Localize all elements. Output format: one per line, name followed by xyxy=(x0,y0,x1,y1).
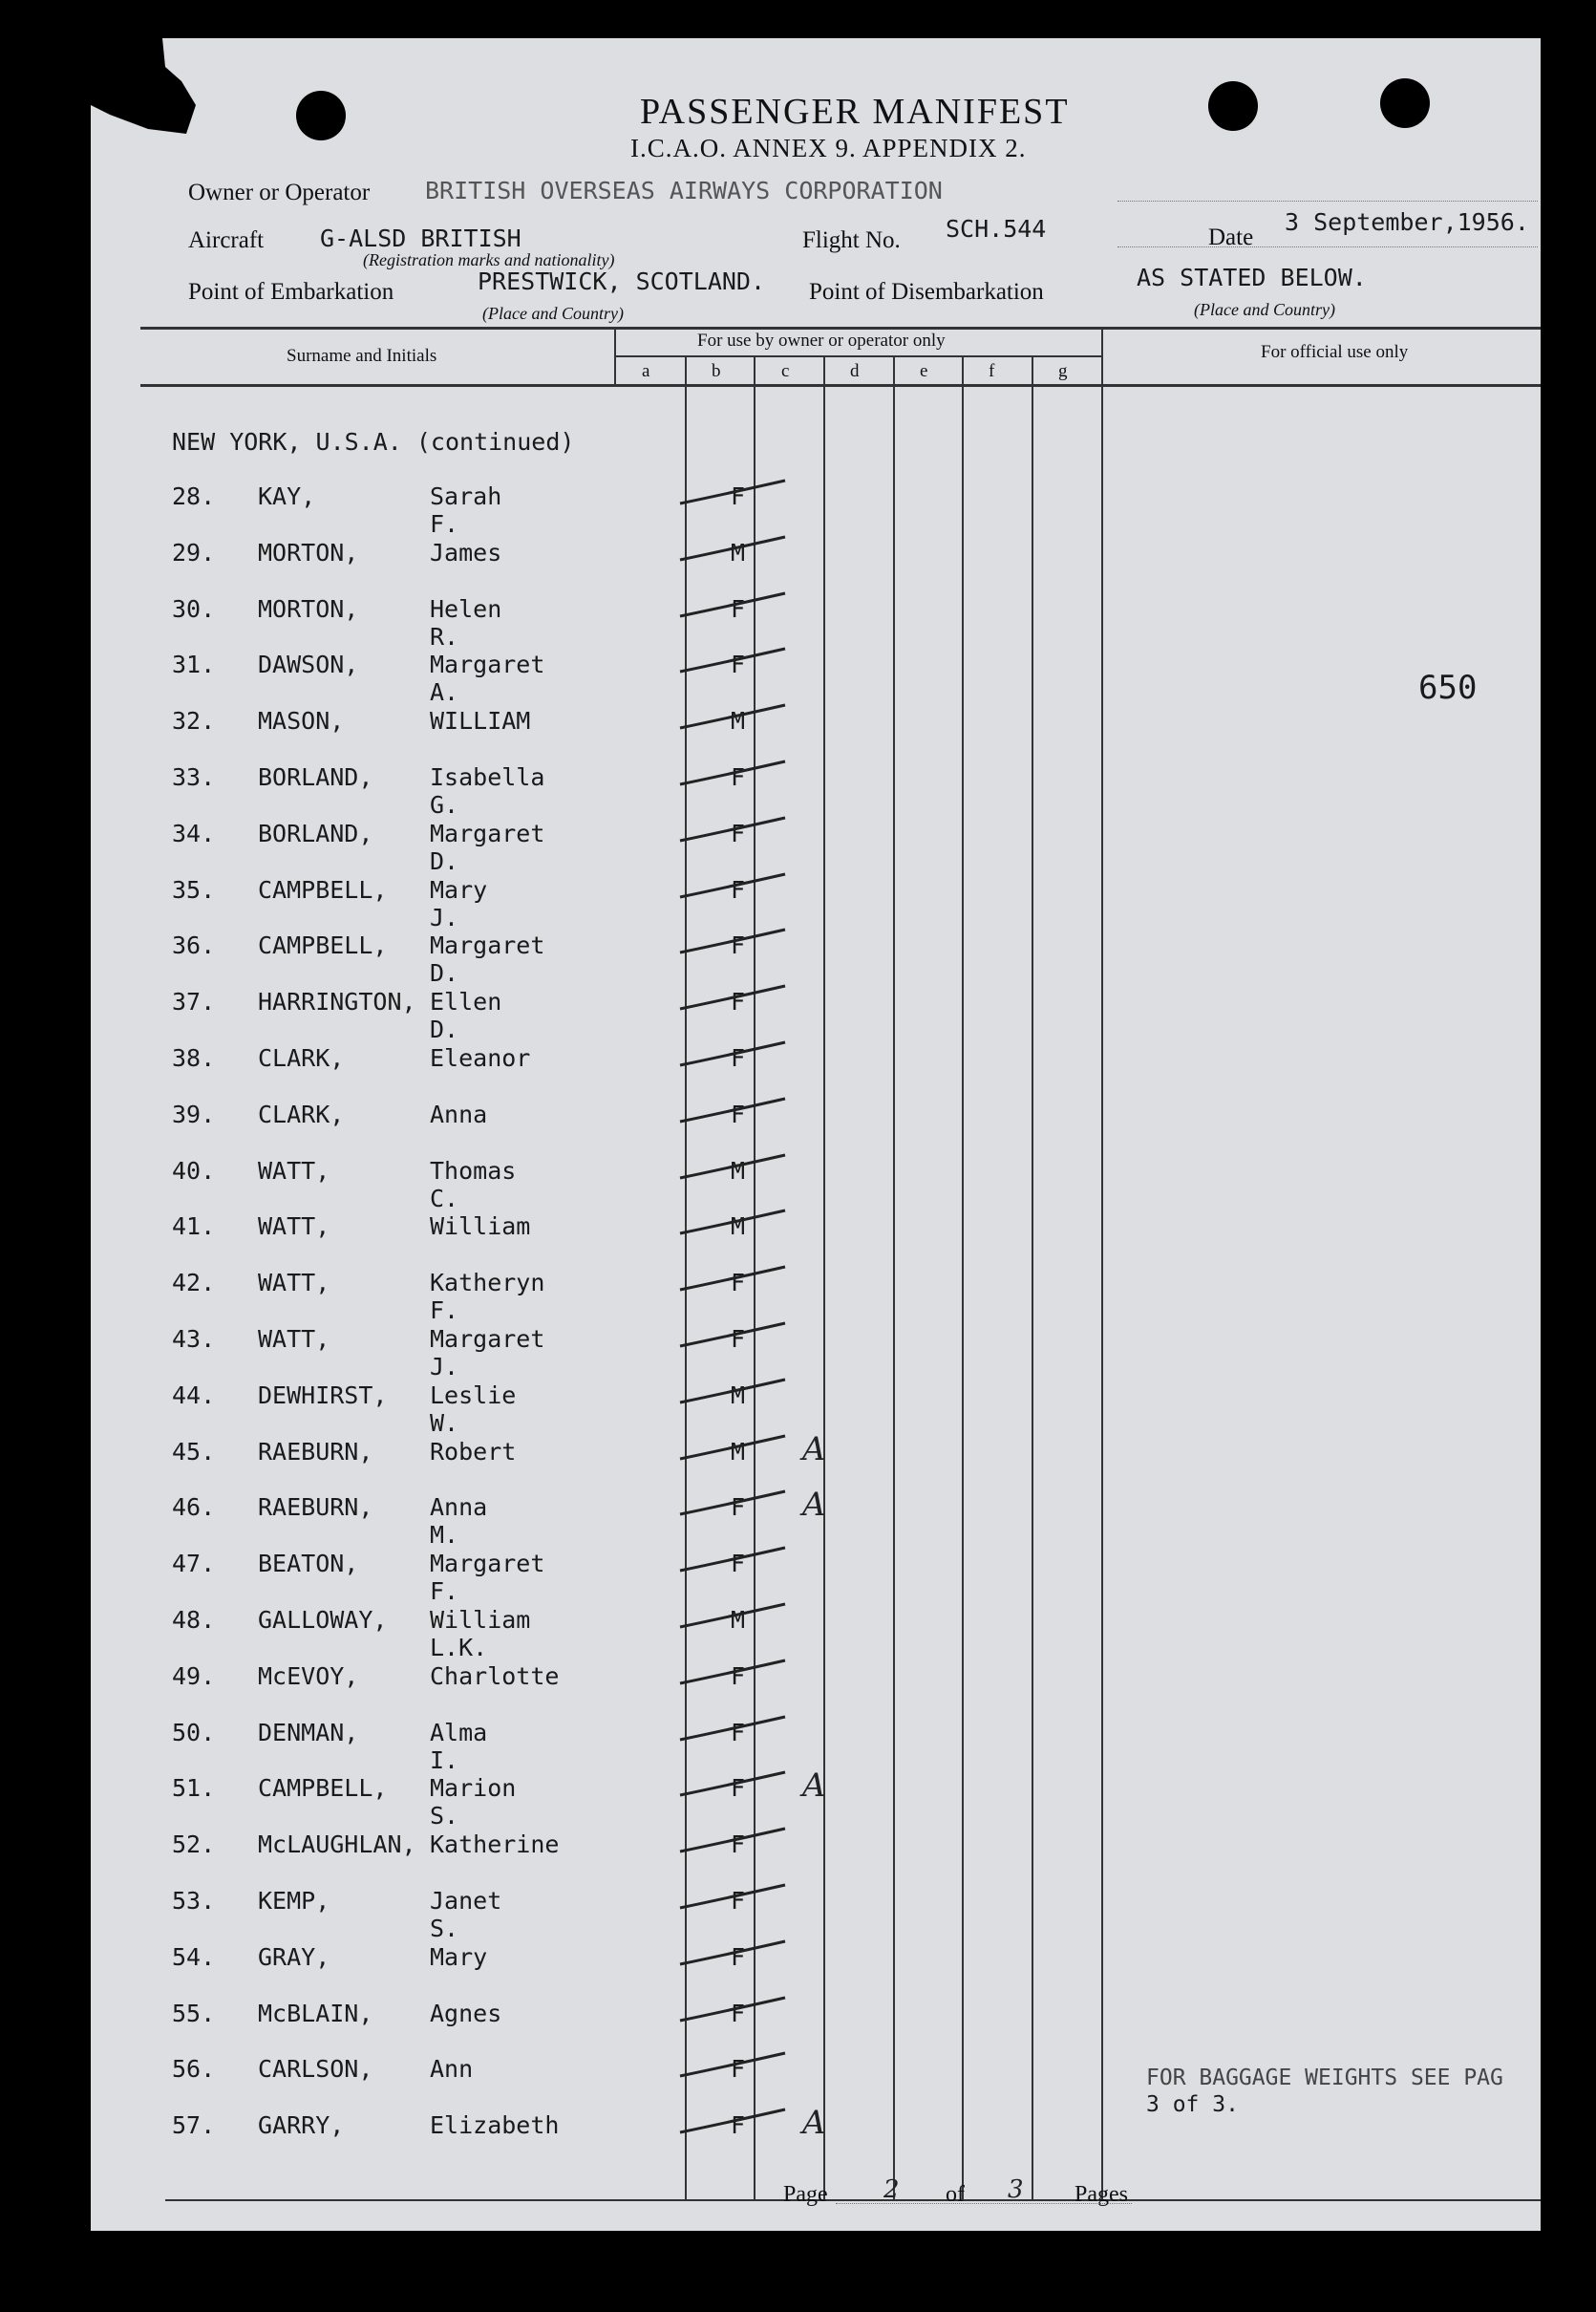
row-handwritten-mark: A xyxy=(802,2104,826,2142)
manifest-page xyxy=(91,38,1541,2231)
punch-hole-right xyxy=(1380,78,1430,128)
row-sex: M xyxy=(731,1438,746,1466)
disembark-label: Point of Disembarkation xyxy=(809,279,1044,305)
row-surname: GALLOWAY, xyxy=(258,1606,388,1634)
footer-pages-label: Pages xyxy=(1075,2182,1128,2207)
footer-dots xyxy=(836,2203,1132,2204)
row-given-names: Margaret A. xyxy=(430,651,545,706)
disembark-value: AS STATED BELOW. xyxy=(1137,264,1367,291)
row-sex: F xyxy=(731,482,746,510)
subcol-a: a xyxy=(642,361,650,381)
check-stroke xyxy=(678,1259,793,1297)
subcol-c: c xyxy=(781,361,790,381)
baggage-note-line1: FOR BAGGAGE WEIGHTS SEE PAG xyxy=(1146,2066,1503,2090)
row-surname: RAEBURN, xyxy=(258,1438,373,1466)
row-surname: CLARK, xyxy=(258,1044,345,1072)
owner-dots xyxy=(1117,201,1538,202)
row-sex: M xyxy=(731,1606,746,1634)
row-sex: M xyxy=(731,1381,746,1409)
disembark-note: (Place and Country) xyxy=(1194,300,1335,319)
row-sex: F xyxy=(731,1044,746,1072)
check-stroke xyxy=(678,586,793,624)
check-stroke xyxy=(678,1653,793,1691)
embark-value: PRESTWICK, SCOTLAND. xyxy=(478,268,766,295)
row-surname: KEMP, xyxy=(258,1887,330,1915)
row-given-names: Margaret D. xyxy=(430,820,545,875)
embark-note: (Place and Country) xyxy=(482,304,624,323)
row-number: 57. xyxy=(172,2111,216,2139)
col-line-owner-start xyxy=(614,328,616,385)
check-stroke xyxy=(678,1203,793,1241)
row-number: 44. xyxy=(172,1381,216,1409)
footer-of-label: of xyxy=(946,2182,965,2207)
row-surname: CAMPBELL, xyxy=(258,931,388,959)
col-surname-header: Surname and Initials xyxy=(287,346,437,366)
flight-label: Flight No. xyxy=(802,227,901,253)
row-sex: F xyxy=(731,1774,746,1802)
row-given-names: William xyxy=(430,1212,531,1240)
row-surname: KAY, xyxy=(258,482,316,510)
check-stroke xyxy=(678,1035,793,1073)
row-surname: McLAUGHLAN, xyxy=(258,1830,416,1858)
row-sex: F xyxy=(731,988,746,1016)
subcol-f: f xyxy=(989,361,995,381)
row-number: 37. xyxy=(172,988,216,1016)
footer-rule xyxy=(165,2199,1541,2201)
page-title: PASSENGER MANIFEST xyxy=(640,92,1070,132)
row-given-names: William L.K. xyxy=(430,1606,531,1661)
row-sex: F xyxy=(731,1101,746,1128)
row-sex: F xyxy=(731,763,746,791)
row-sex: F xyxy=(731,931,746,959)
embark-label: Point of Embarkation xyxy=(188,279,394,305)
row-sex: F xyxy=(731,1830,746,1858)
row-sex: M xyxy=(731,707,746,735)
row-given-names: Alma I. xyxy=(430,1719,488,1774)
row-given-names: James xyxy=(430,539,502,567)
row-given-names: Katheryn F. xyxy=(430,1269,545,1324)
row-given-names: Margaret D. xyxy=(430,931,545,987)
row-given-names: Leslie W. xyxy=(430,1381,517,1437)
subcol-rule xyxy=(616,355,1103,357)
check-stroke xyxy=(678,1091,793,1129)
subcol-d: d xyxy=(850,361,860,381)
row-number: 51. xyxy=(172,1774,216,1802)
row-given-names: Elizabeth xyxy=(430,2111,560,2139)
row-handwritten-mark: A xyxy=(802,1766,826,1805)
check-stroke xyxy=(678,922,793,960)
row-given-names: Katherine xyxy=(430,1830,560,1858)
row-given-names: Thomas C. xyxy=(430,1157,517,1212)
subcol-b: b xyxy=(712,361,721,381)
row-surname: MASON, xyxy=(258,707,345,735)
check-stroke xyxy=(678,529,793,567)
row-sex: F xyxy=(731,820,746,847)
aircraft-note: (Registration marks and nationality) xyxy=(363,250,615,269)
row-surname: McEVOY, xyxy=(258,1662,359,1690)
row-surname: MORTON, xyxy=(258,539,359,567)
row-number: 47. xyxy=(172,1550,216,1577)
row-given-names: Robert xyxy=(430,1438,517,1466)
row-surname: WATT, xyxy=(258,1212,330,1240)
row-given-names: Ann xyxy=(430,2055,474,2083)
row-surname: CAMPBELL, xyxy=(258,876,388,904)
subcol-e: e xyxy=(920,361,928,381)
row-number: 31. xyxy=(172,651,216,678)
row-number: 53. xyxy=(172,1887,216,1915)
row-number: 48. xyxy=(172,1606,216,1634)
row-number: 36. xyxy=(172,931,216,959)
owner-value: BRITISH OVERSEAS AIRWAYS CORPORATION xyxy=(425,177,943,204)
row-given-names: Sarah F. xyxy=(430,482,502,538)
row-given-names: Agnes xyxy=(430,2000,502,2027)
aircraft-value: G-ALSD BRITISH xyxy=(320,225,521,252)
date-label: Date xyxy=(1208,225,1254,250)
row-number: 46. xyxy=(172,1493,216,1521)
row-sex: F xyxy=(731,2111,746,2139)
footer-total-pages: 3 xyxy=(1008,2175,1024,2204)
check-stroke xyxy=(678,473,793,511)
row-sex: F xyxy=(731,1719,746,1746)
row-given-names: Mary J. xyxy=(430,876,488,931)
owner-label: Owner or Operator xyxy=(188,180,371,205)
row-number: 38. xyxy=(172,1044,216,1072)
row-number: 56. xyxy=(172,2055,216,2083)
row-surname: CARLSON, xyxy=(258,2055,373,2083)
row-number: 41. xyxy=(172,1212,216,1240)
punch-hole-left xyxy=(296,91,346,140)
check-stroke xyxy=(678,1821,793,1859)
date-dots xyxy=(1117,246,1538,247)
row-sex: F xyxy=(731,595,746,623)
row-surname: GARRY, xyxy=(258,2111,345,2139)
row-sex: F xyxy=(731,1269,746,1296)
check-stroke xyxy=(678,810,793,848)
col-line-g xyxy=(1101,328,1103,2200)
row-sex: F xyxy=(731,2000,746,2027)
row-surname: BORLAND, xyxy=(258,763,373,791)
check-stroke xyxy=(678,2102,793,2140)
check-stroke xyxy=(678,1540,793,1578)
header-rule-bottom xyxy=(140,384,1541,387)
date-value: 3 September,1956. xyxy=(1285,208,1529,236)
row-given-names: Anna xyxy=(430,1101,488,1128)
row-number: 40. xyxy=(172,1157,216,1185)
row-number: 32. xyxy=(172,707,216,735)
col-official-header: For official use only xyxy=(1261,342,1409,362)
col-owner-header: For use by owner or operator only xyxy=(697,331,946,351)
row-sex: F xyxy=(731,1943,746,1971)
baggage-note-line2: 3 of 3. xyxy=(1146,2092,1239,2117)
row-given-names: WILLIAM xyxy=(430,707,531,735)
row-surname: CAMPBELL, xyxy=(258,1774,388,1802)
row-number: 43. xyxy=(172,1325,216,1353)
check-stroke xyxy=(678,1990,793,2028)
check-stroke xyxy=(678,867,793,905)
row-sex: F xyxy=(731,1325,746,1353)
footer-page-label: Page xyxy=(783,2182,828,2207)
subcol-g: g xyxy=(1058,361,1068,381)
header-rule-top xyxy=(140,327,1541,330)
row-number: 45. xyxy=(172,1438,216,1466)
flight-value: SCH.544 xyxy=(946,215,1047,243)
col-line-f xyxy=(1032,356,1033,2200)
row-number: 29. xyxy=(172,539,216,567)
torn-corner xyxy=(91,38,205,143)
row-sex: F xyxy=(731,651,746,678)
col-line-e xyxy=(962,356,964,2200)
row-surname: McBLAIN, xyxy=(258,2000,373,2027)
row-number: 35. xyxy=(172,876,216,904)
check-stroke xyxy=(678,1709,793,1747)
punch-hole-mid xyxy=(1208,81,1258,131)
row-given-names: Eleanor xyxy=(430,1044,531,1072)
check-stroke xyxy=(678,1372,793,1410)
row-surname: DENMAN, xyxy=(258,1719,359,1746)
row-number: 34. xyxy=(172,820,216,847)
row-given-names: Margaret J. xyxy=(430,1325,545,1381)
check-stroke xyxy=(678,1147,793,1186)
row-number: 49. xyxy=(172,1662,216,1690)
row-given-names: Janet S. xyxy=(430,1887,502,1942)
aircraft-label: Aircraft xyxy=(188,227,265,253)
check-stroke xyxy=(678,2045,793,2084)
row-surname: WATT, xyxy=(258,1269,330,1296)
row-number: 55. xyxy=(172,2000,216,2027)
row-sex: F xyxy=(731,876,746,904)
check-stroke xyxy=(678,697,793,736)
row-surname: WATT, xyxy=(258,1325,330,1353)
row-surname: DEWHIRST, xyxy=(258,1381,388,1409)
row-given-names: Helen R. xyxy=(430,595,502,651)
check-stroke xyxy=(678,1428,793,1466)
check-stroke xyxy=(678,641,793,679)
check-stroke xyxy=(678,1316,793,1354)
row-sex: F xyxy=(731,1493,746,1521)
row-given-names: Isabella G. xyxy=(430,763,545,819)
row-number: 42. xyxy=(172,1269,216,1296)
row-sex: F xyxy=(731,1550,746,1577)
row-sex: F xyxy=(731,1662,746,1690)
row-sex: M xyxy=(731,539,746,567)
col-line-c xyxy=(823,356,825,2200)
check-stroke xyxy=(678,1877,793,1916)
row-given-names: Margaret F. xyxy=(430,1550,545,1605)
check-stroke xyxy=(678,754,793,792)
row-given-names: Mary xyxy=(430,1943,488,1971)
check-stroke xyxy=(678,1934,793,1972)
row-given-names: Charlotte xyxy=(430,1662,560,1690)
row-number: 54. xyxy=(172,1943,216,1971)
check-stroke xyxy=(678,1765,793,1803)
row-surname: MORTON, xyxy=(258,595,359,623)
row-sex: F xyxy=(731,1887,746,1915)
row-number: 52. xyxy=(172,1830,216,1858)
row-surname: WATT, xyxy=(258,1157,330,1185)
page-subtitle: I.C.A.O. ANNEX 9. APPENDIX 2. xyxy=(630,134,1027,162)
row-number: 39. xyxy=(172,1101,216,1128)
row-surname: RAEBURN, xyxy=(258,1493,373,1521)
row-number: 28. xyxy=(172,482,216,510)
check-stroke xyxy=(678,978,793,1017)
row-surname: BEATON, xyxy=(258,1550,359,1577)
row-given-names: Marion S. xyxy=(430,1774,517,1830)
check-stroke xyxy=(678,1596,793,1635)
row-sex: M xyxy=(731,1212,746,1240)
row-surname: GRAY, xyxy=(258,1943,330,1971)
row-sex: F xyxy=(731,2055,746,2083)
row-number: 50. xyxy=(172,1719,216,1746)
row-given-names: Anna M. xyxy=(430,1493,488,1549)
row-surname: DAWSON, xyxy=(258,651,359,678)
row-sex: M xyxy=(731,1157,746,1185)
row-number: 33. xyxy=(172,763,216,791)
section-heading: NEW YORK, U.S.A. (continued) xyxy=(172,428,575,456)
row-surname: CLARK, xyxy=(258,1101,345,1128)
row-surname: BORLAND, xyxy=(258,820,373,847)
row-handwritten-mark: A xyxy=(802,1486,826,1524)
col-line-d xyxy=(893,356,895,2200)
row-handwritten-mark: A xyxy=(802,1430,826,1468)
official-stamp-number: 650 xyxy=(1418,669,1478,707)
row-number: 30. xyxy=(172,595,216,623)
footer-page-number: 2 xyxy=(883,2175,900,2204)
row-surname: HARRINGTON, xyxy=(258,988,416,1016)
row-given-names: Ellen D. xyxy=(430,988,502,1043)
check-stroke xyxy=(678,1484,793,1522)
